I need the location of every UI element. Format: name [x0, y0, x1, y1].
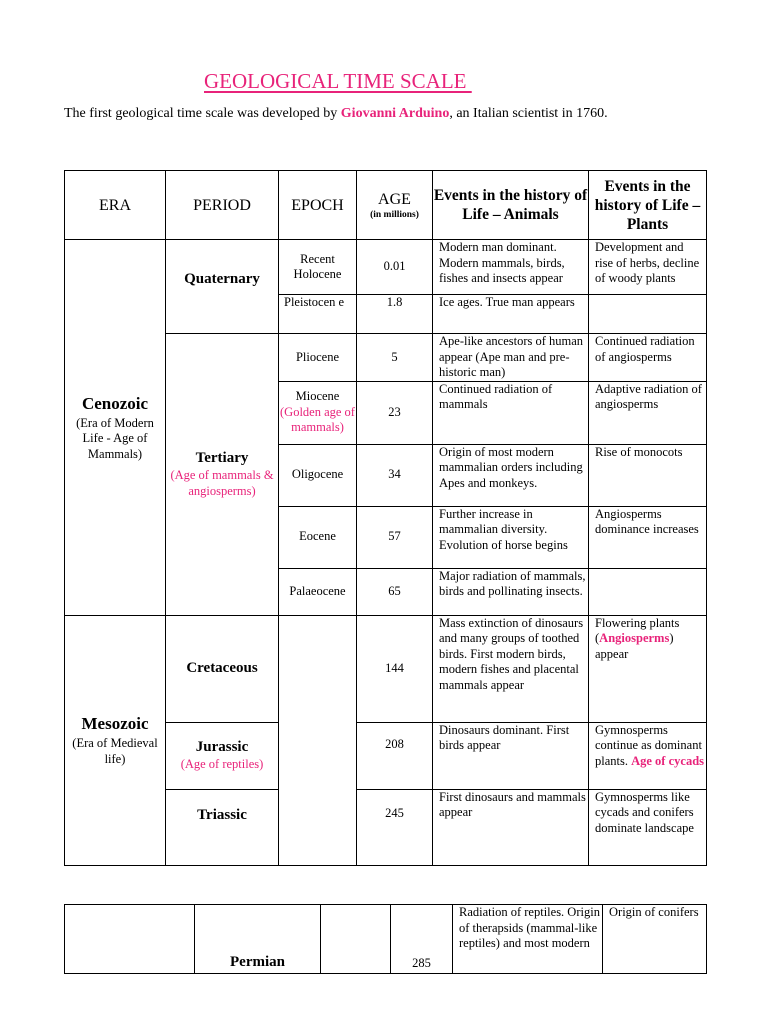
animals-cell: Mass extinction of dinosaurs and many groups of toothed birds. First modern birds, modern fishes and placental mammals appear: [433, 615, 589, 722]
plants-before: Flowering plants (: [595, 615, 680, 645]
animals-cell: Dinosaurs dominant. First birds appear: [433, 722, 589, 789]
plants-cell: Angiosperms dominance increases: [589, 506, 707, 568]
period-triassic: [166, 789, 279, 865]
animals-cell: Ice ages. True man appears: [433, 295, 589, 334]
header-era: ERA: [65, 171, 166, 240]
epoch-cell: Pliocene: [279, 334, 357, 382]
header-period: PERIOD: [166, 171, 279, 240]
plants-cell: [589, 568, 707, 615]
epoch-cell: Oligocene: [279, 444, 357, 506]
plants-cell: Development and rise of herbs, decline of woody plants: [589, 240, 707, 295]
age-cell: 285: [391, 905, 453, 974]
epoch-cell: Eocene: [279, 506, 357, 568]
plants-cell: Rise of monocots: [589, 444, 707, 506]
plants-cell: [589, 722, 707, 789]
table-row: [65, 240, 707, 295]
intro-highlight: Giovanni Arduino: [340, 106, 450, 121]
epoch-cell: Palaeocene: [279, 568, 357, 615]
header-age-sub: (in millions): [370, 209, 419, 220]
plants-cell: [589, 615, 707, 722]
era-name: Mesozoic: [81, 714, 149, 733]
animals-cell: First dinosaurs and mammals appear: [433, 789, 589, 865]
intro-after: , an Italian scientist in 1760.: [449, 106, 608, 121]
plants-highlight: Age of cycads: [631, 753, 705, 768]
era-desc: (Era of Medieval life): [72, 736, 158, 766]
plants-cell: Continued radiation of angiosperms: [589, 334, 707, 382]
table-row: [65, 905, 707, 974]
animals-cell: Continued radiation of mammals: [433, 381, 589, 444]
epoch-cell: [279, 615, 357, 865]
period-name: Quaternary: [184, 271, 260, 287]
plants-cell: Gymnosperms like cycads and conifers dominate landscape: [589, 789, 707, 865]
plants-cell: Adaptive radiation of angiosperms: [589, 381, 707, 444]
header-age-label: AGE: [378, 190, 411, 208]
plants-cell: Origin of conifers: [603, 905, 707, 974]
period-note: (Age of mammals & angiosperms): [170, 468, 274, 498]
time-scale-table: [64, 170, 707, 866]
intro-before: The first geological time scale was developed by: [64, 106, 341, 121]
header-row: [65, 171, 707, 240]
age-cell: 0.01: [357, 240, 433, 295]
plants-highlight: Angiosperms: [599, 631, 670, 645]
epoch-cell: [321, 905, 391, 974]
period-name: Jurassic: [195, 739, 249, 756]
header-age: [357, 171, 433, 240]
period-jurassic: [166, 722, 279, 789]
plants-after: ) appear: [595, 631, 674, 661]
era-mesozoic: [65, 615, 166, 865]
table-row: [65, 615, 707, 722]
period-name: Triassic: [197, 806, 247, 823]
header-plants: Events in the history of Life – Plants: [589, 171, 707, 240]
age-cell: 23: [357, 381, 433, 444]
epoch-cell: Recent Holocene: [279, 240, 357, 295]
animals-cell: Ape-like ancestors of human appear (Ape man and pre-historic man): [433, 334, 589, 382]
header-epoch: EPOCH: [279, 171, 357, 240]
era-name: Cenozoic: [81, 393, 149, 413]
header-animals: Events in the history of Life – Animals: [433, 171, 589, 240]
age-cell: 5: [357, 334, 433, 382]
era-cell: [65, 905, 195, 974]
age-cell: 144: [357, 615, 433, 722]
age-cell: 34: [357, 444, 433, 506]
age-cell: 245: [357, 789, 433, 865]
age-cell: 65: [357, 568, 433, 615]
period-tertiary: [166, 334, 279, 616]
period-name: Cretaceous: [186, 660, 258, 676]
age-cell: 1.8: [357, 295, 433, 334]
era-cenozoic: [65, 240, 166, 616]
era-desc: (Era of Modern Life - Age of Mammals): [76, 415, 154, 461]
plants-cell: [589, 295, 707, 334]
epoch-note: (Golden age of mammals): [280, 404, 355, 435]
intro-text: [64, 106, 608, 122]
plants-text: Gymnosperms continue as dominant plants.: [595, 722, 702, 768]
epoch-cell: [279, 381, 357, 444]
animals-cell: Radiation of reptiles. Origin of therapsids (mammal-like reptiles) and most modern: [453, 905, 603, 974]
period-quaternary: [166, 240, 279, 334]
period-permian: [195, 905, 321, 974]
page-title: GEOLOGICAL TIME SCALE: [204, 69, 472, 93]
period-name: Tertiary: [195, 450, 249, 467]
animals-cell: Origin of most modern mammalian orders including Apes and monkeys.: [433, 444, 589, 506]
epoch-name: Miocene: [295, 389, 340, 404]
epoch-cell: Pleistocen e: [279, 295, 357, 334]
age-cell: 57: [357, 506, 433, 568]
animals-cell: Major radiation of mammals, birds and pollinating insects.: [433, 568, 589, 615]
period-name: Permian: [230, 954, 285, 970]
animals-cell: Modern man dominant. Modern mammals, birds, fishes and insects appear: [433, 240, 589, 295]
permian-table: [64, 904, 707, 974]
animals-cell: Further increase in mammalian diversity. Evolution of horse begins: [433, 506, 589, 568]
age-cell: 208: [357, 722, 433, 789]
period-cretaceous: [166, 615, 279, 722]
period-note: (Age of reptiles): [180, 757, 264, 772]
